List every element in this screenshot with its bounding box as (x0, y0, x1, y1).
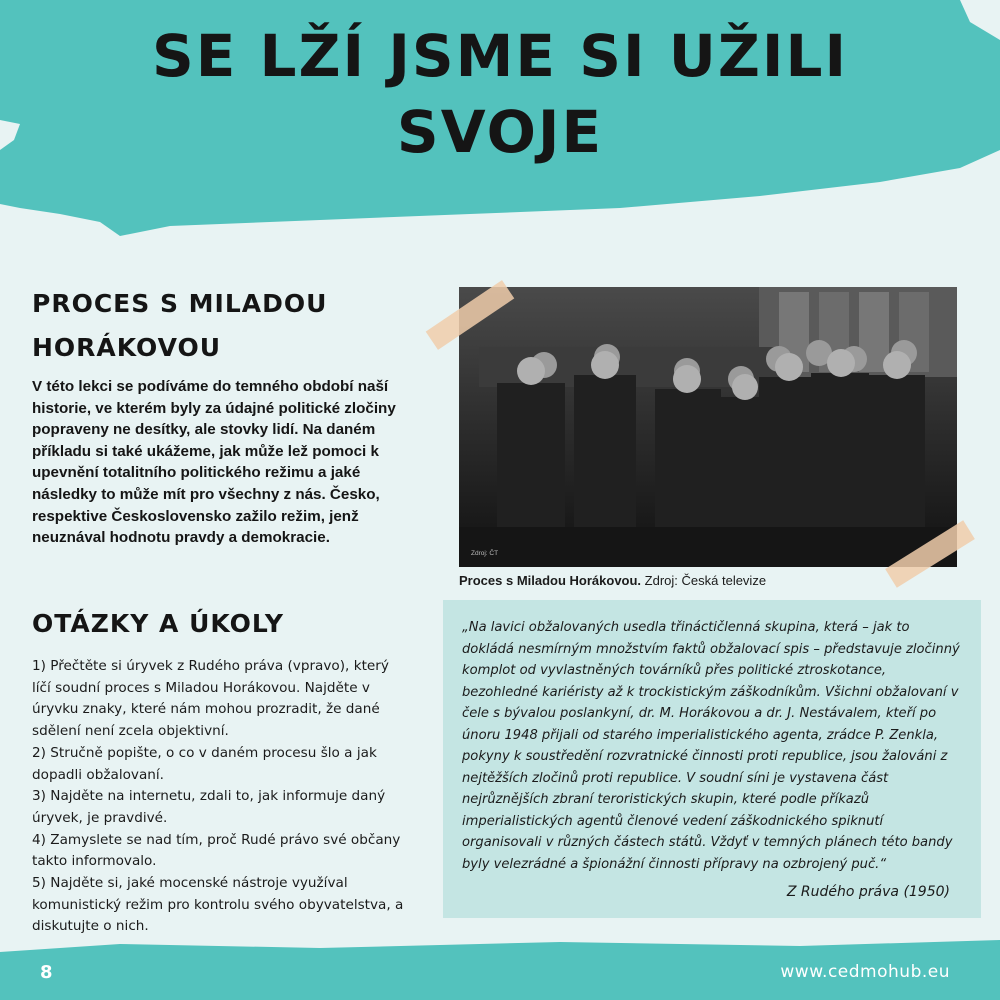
photo-source-watermark: Zdroj: ČT (471, 550, 499, 557)
page-title-line-2: SVOJE (396, 98, 604, 166)
quote-source: Z Rudého práva (1950) (786, 884, 950, 900)
photo-caption-source: Zdroj: Česká televize (644, 573, 767, 588)
task-item: 1) Přečtěte si úryvek z Rudého práva (vpravo), který líčí soudní proces s Miladou Horákovou. Najděte v úryvku znaky, které nám mohou prozradit, že dané sdělení není zcela objektivní. (32, 658, 389, 740)
intro-paragraph: V této lekci se podíváme do temného období naší historie, ve kterém byly za údajné politické zločiny popraveny ne desítky, ale stovky lidí. Na daném příkladu si také ukážeme, jak může lež pomoci k upevnění totalitního politického režimu a jaké následky to může mít pro všechny z nás. Česko, respektive Československo zažilo režim, jenž neuznával hodnotu pravdy a demokracie. (32, 378, 396, 547)
task-item: 3) Najděte na internetu, zdali to, jak informuje daný úryvek, je pravdivé. (32, 788, 386, 826)
task-item: 5) Najděte si, jaké mocenské nástroje využíval komunistický režim pro kontrolu svého obyvatelstva, a diskutujte o nich. (32, 875, 404, 935)
section-heading-tasks: OTÁZKY A ÚKOLY (32, 609, 285, 638)
task-item: 4) Zamyslete se nad tím, proč Rudé právo své občany takto informovalo. (32, 831, 401, 870)
website-link[interactable]: www.cedmohub.eu (780, 962, 950, 982)
page-title (0, 18, 1000, 170)
page-number: 8 (40, 962, 53, 983)
task-item: 2) Stručně popište, o co v daném procesu šlo a jak dopadli obžalovaní. (32, 744, 377, 783)
task-list (32, 656, 412, 938)
photo-caption-bold: Proces s Miladou Horákovou. (459, 573, 642, 588)
page-title-line-1: SE LŽÍ JSME SI UŽILI (151, 22, 849, 90)
section-heading-process: PROCES S MILADOU HORÁKOVOU (32, 289, 328, 362)
courtroom-photo-illustration (459, 287, 957, 567)
quote-text: „Na lavici obžalovaných usedla třináctičlenná skupina, která – jak to dokládá nesmírným množstvím faktů obžalovací spis – představuje zločinný komplot od vyvlastněných továrníků přes politické ztroskotance, bezohledné kariéristy až k trockistickým záškodníkům. Všichni obžalovaní v čele s bývalou poslankyní, dr. M. Horákovou a dr. J. Nestávalem, kteří po únoru 1948 přijali od starého imperialistického agenta, zrádce P. Zenkla, pokyny k soustředění rozvratnické činnosti proti republice, jsou žalováni z nejtěžších zločinů proti republice. V soudní síni je vystavena část nejrůznějších zbraní teroristických skupin, které podle příkazů imperialistických agentů členové vedení záškodnického spiknutí organisovali v různých částech států. Vždyť v temných plánech této bandy byly velezrádné a špionážní činnosti přípravy na ozbrojený puč.“ (462, 620, 960, 872)
photo-caption (459, 573, 766, 588)
courtroom-photo (459, 287, 957, 567)
